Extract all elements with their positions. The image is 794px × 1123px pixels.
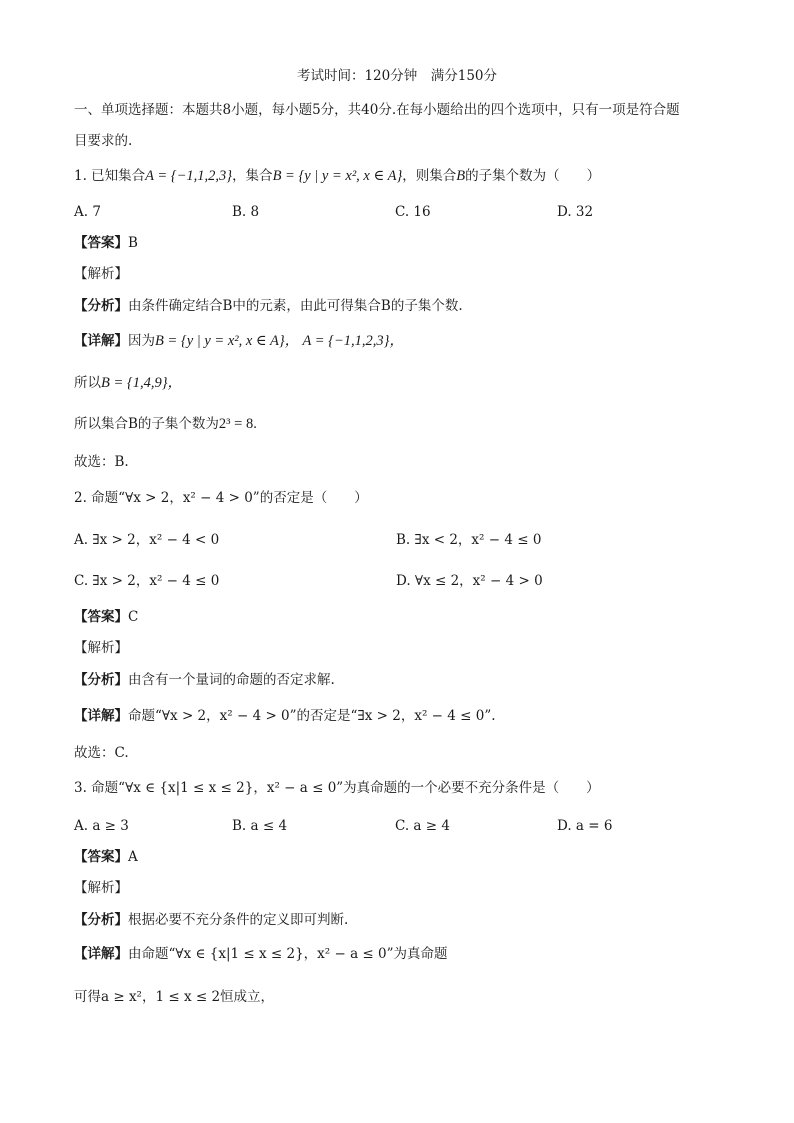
q2-option-a: A. ∃x > 2，x² − 4 < 0 [74, 532, 220, 548]
q1-conclusion: 故选：B. [74, 454, 129, 470]
q1-fenxi-text: 由条件确定结合B中的元素，由此可得集合B的子集个数. [128, 298, 463, 314]
q3-fenxi-line [74, 912, 348, 928]
q1-stem-part-c: ，则集合 [402, 168, 457, 184]
q2-xiangjie-text: 命题“∀x > 2，x² − 4 > 0”的否定是“∃x > 2，x² − 4 ≤ 0”. [128, 708, 496, 724]
q1-fenxi-line [74, 298, 463, 314]
q3-option-c: C. a ≥ 4 [395, 818, 450, 834]
q2-xiangjie-line [74, 708, 496, 724]
q2-analysis-label: 【解析】 [74, 640, 128, 656]
question-2-stem: 2. 命题“∀x > 2，x² − 4 > 0”的否定是（ ） [74, 490, 368, 506]
q1-step3-text: 所以集合B的子集个数为 [74, 416, 219, 432]
q3-answer-label: 【答案】 [74, 849, 128, 865]
q1-answer-value: B [128, 235, 138, 251]
q2-answer-line [74, 609, 138, 625]
q3-option-a: A. a ≥ 3 [74, 818, 129, 834]
q1-xiangjie-text: 因为 [128, 333, 155, 349]
q2-fenxi-text: 由含有一个量词的命题的否定求解. [128, 672, 335, 688]
q2-fenxi-label: 【分析】 [74, 672, 128, 688]
q1-fenxi-label: 【分析】 [74, 298, 128, 314]
q1-option-b: B. 8 [232, 204, 260, 220]
q1-step-2 [74, 375, 182, 392]
q2-answer-label: 【答案】 [74, 609, 128, 625]
section-header-line-2: 目要求的. [74, 133, 133, 149]
q2-xiangjie-label: 【详解】 [74, 708, 128, 724]
q1-answer-line [74, 235, 138, 251]
q1-stem-part-b: ，集合 [232, 168, 273, 184]
q1-xiangjie-line [74, 333, 404, 350]
q2-option-d: D. ∀x ≤ 2，x² − 4 > 0 [396, 573, 543, 589]
question-1-stem [74, 168, 600, 185]
q3-answer-line [74, 849, 138, 865]
time-score-line: 考试时间：120分钟 满分150分 [296, 68, 498, 84]
q1-xiangjie-math: B = {y | y = x², x ∈ A}， A = {−1,1,2,3}， [155, 333, 404, 349]
q3-fenxi-text: 根据必要不充分条件的定义即可判断. [128, 912, 349, 928]
q2-option-b: B. ∃x < 2，x² − 4 ≤ 0 [396, 532, 542, 548]
q2-answer-value: C [128, 609, 139, 625]
q1-step2-math: B = {1,4,9}， [101, 375, 182, 391]
q1-xiangjie-label: 【详解】 [74, 333, 128, 349]
q1-stem-part-a: 1. 已知集合 [74, 168, 146, 184]
q1-answer-label: 【答案】 [74, 235, 128, 251]
q1-step-3 [74, 416, 257, 433]
q3-fenxi-label: 【分析】 [74, 912, 128, 928]
q3-answer-value: A [128, 849, 138, 865]
q3-last-line: 可得a ≥ x²，1 ≤ x ≤ 2恒成立， [74, 989, 275, 1005]
q1-set-b: B = {y | y = x², x ∈ A} [272, 168, 403, 184]
q3-option-b: B. a ≤ 4 [232, 818, 288, 834]
q2-option-c: C. ∃x > 2，x² − 4 ≤ 0 [74, 573, 220, 589]
question-3-stem: 3. 命题“∀x ∈ {x|1 ≤ x ≤ 2}，x² − a ≤ 0”为真命题的一个必要不充分条件是（ ） [74, 780, 600, 796]
section-header-line-1: 一、单项选择题：本题共8小题，每小题5分，共40分.在每小题给出的四个选项中，只有一项是符合题 [74, 102, 680, 118]
q1-stem-part-d: 的子集个数为（ ） [465, 168, 601, 184]
q3-option-d: D. a = 6 [557, 818, 613, 834]
q3-analysis-label: 【解析】 [74, 880, 128, 896]
q3-xiangjie-text: 由命题“∀x ∈ {x|1 ≤ x ≤ 2}，x² − a ≤ 0”为真命题 [128, 946, 448, 962]
q3-xiangjie-label: 【详解】 [74, 946, 128, 962]
q1-option-d: D. 32 [557, 204, 594, 220]
q1-option-c: C. 16 [395, 204, 431, 220]
q1-var-b: B [456, 168, 466, 184]
q1-set-a: A = {−1,1,2,3} [145, 168, 233, 184]
q3-xiangjie-line [74, 946, 448, 962]
q1-option-a: A. 7 [74, 204, 101, 220]
q1-analysis-label: 【解析】 [74, 266, 128, 282]
q1-step2-text: 所以 [74, 375, 101, 391]
q2-conclusion: 故选：C. [74, 745, 129, 761]
q2-fenxi-line [74, 672, 335, 688]
q1-step3-math: 2³ = 8. [218, 416, 257, 432]
